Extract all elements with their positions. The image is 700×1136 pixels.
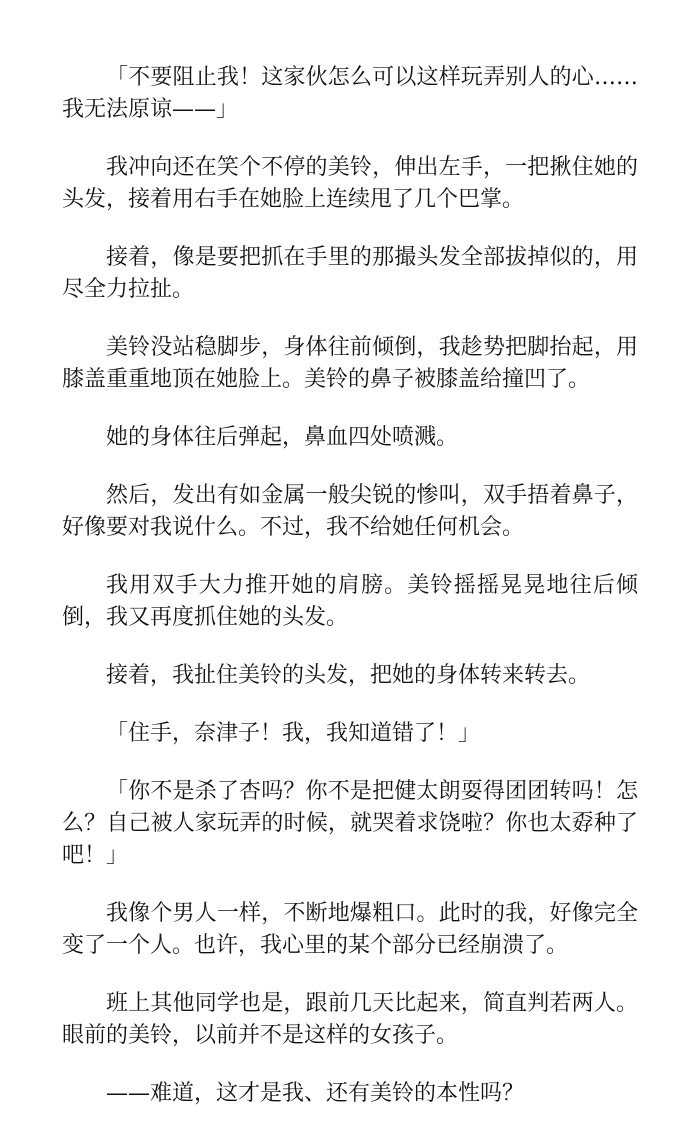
paragraph-13: ——难道，这才是我、还有美铃的本性吗？	[106, 1081, 525, 1106]
paragraph-5: 她的身体往后弹起，鼻血四处喷溅。	[106, 425, 459, 450]
paragraph-3: 接着，像是要把抓在手里的那撮头发全部拔掉似的，用尽全力拉扯。	[62, 245, 638, 302]
paragraph-11: 我像个男人一样，不断地爆粗口。此时的我，好像完全变了一个人。也许，我心里的某个部分已经崩溃了。	[62, 901, 638, 958]
paragraph-7: 我用双手大力推开她的肩膀。美铃摇摇晃晃地往后倾倒，我又再度抓住她的头发。	[62, 573, 638, 630]
paragraph-10: 「你不是杀了杏吗？你不是把健太朗耍得团团转吗！怎么？自己被人家玩弄的时候，就哭着求饶啦？你也太孬种了吧！」	[62, 779, 638, 868]
paragraph-9: 「住手，奈津子！我，我知道错了！」	[106, 721, 481, 746]
paragraph-6: 然后，发出有如金属一般尖锐的惨叫，双手捂着鼻子，好像要对我说什么。不过，我不给她任何机会。	[62, 483, 638, 540]
paragraph-2: 我冲向还在笑个不停的美铃，伸出左手，一把揪住她的头发，接着用右手在她脸上连续甩了几个巴掌。	[62, 155, 638, 212]
paragraph-1: 「不要阻止我！这家伙怎么可以这样玩弄别人的心……我无法原谅——」	[62, 65, 638, 122]
paragraph-8: 接着，我扯住美铃的头发，把她的身体转来转去。	[106, 663, 591, 688]
paragraph-12: 班上其他同学也是，跟前几天比起来，简直判若两人。眼前的美铃，以前并不是这样的女孩子。	[62, 991, 638, 1048]
paragraph-4: 美铃没站稳脚步，身体往前倾倒，我趁势把脚抬起，用膝盖重重地顶在她脸上。美铃的鼻子被膝盖给撞凹了。	[62, 335, 638, 392]
document-page	[62, 62, 638, 1136]
